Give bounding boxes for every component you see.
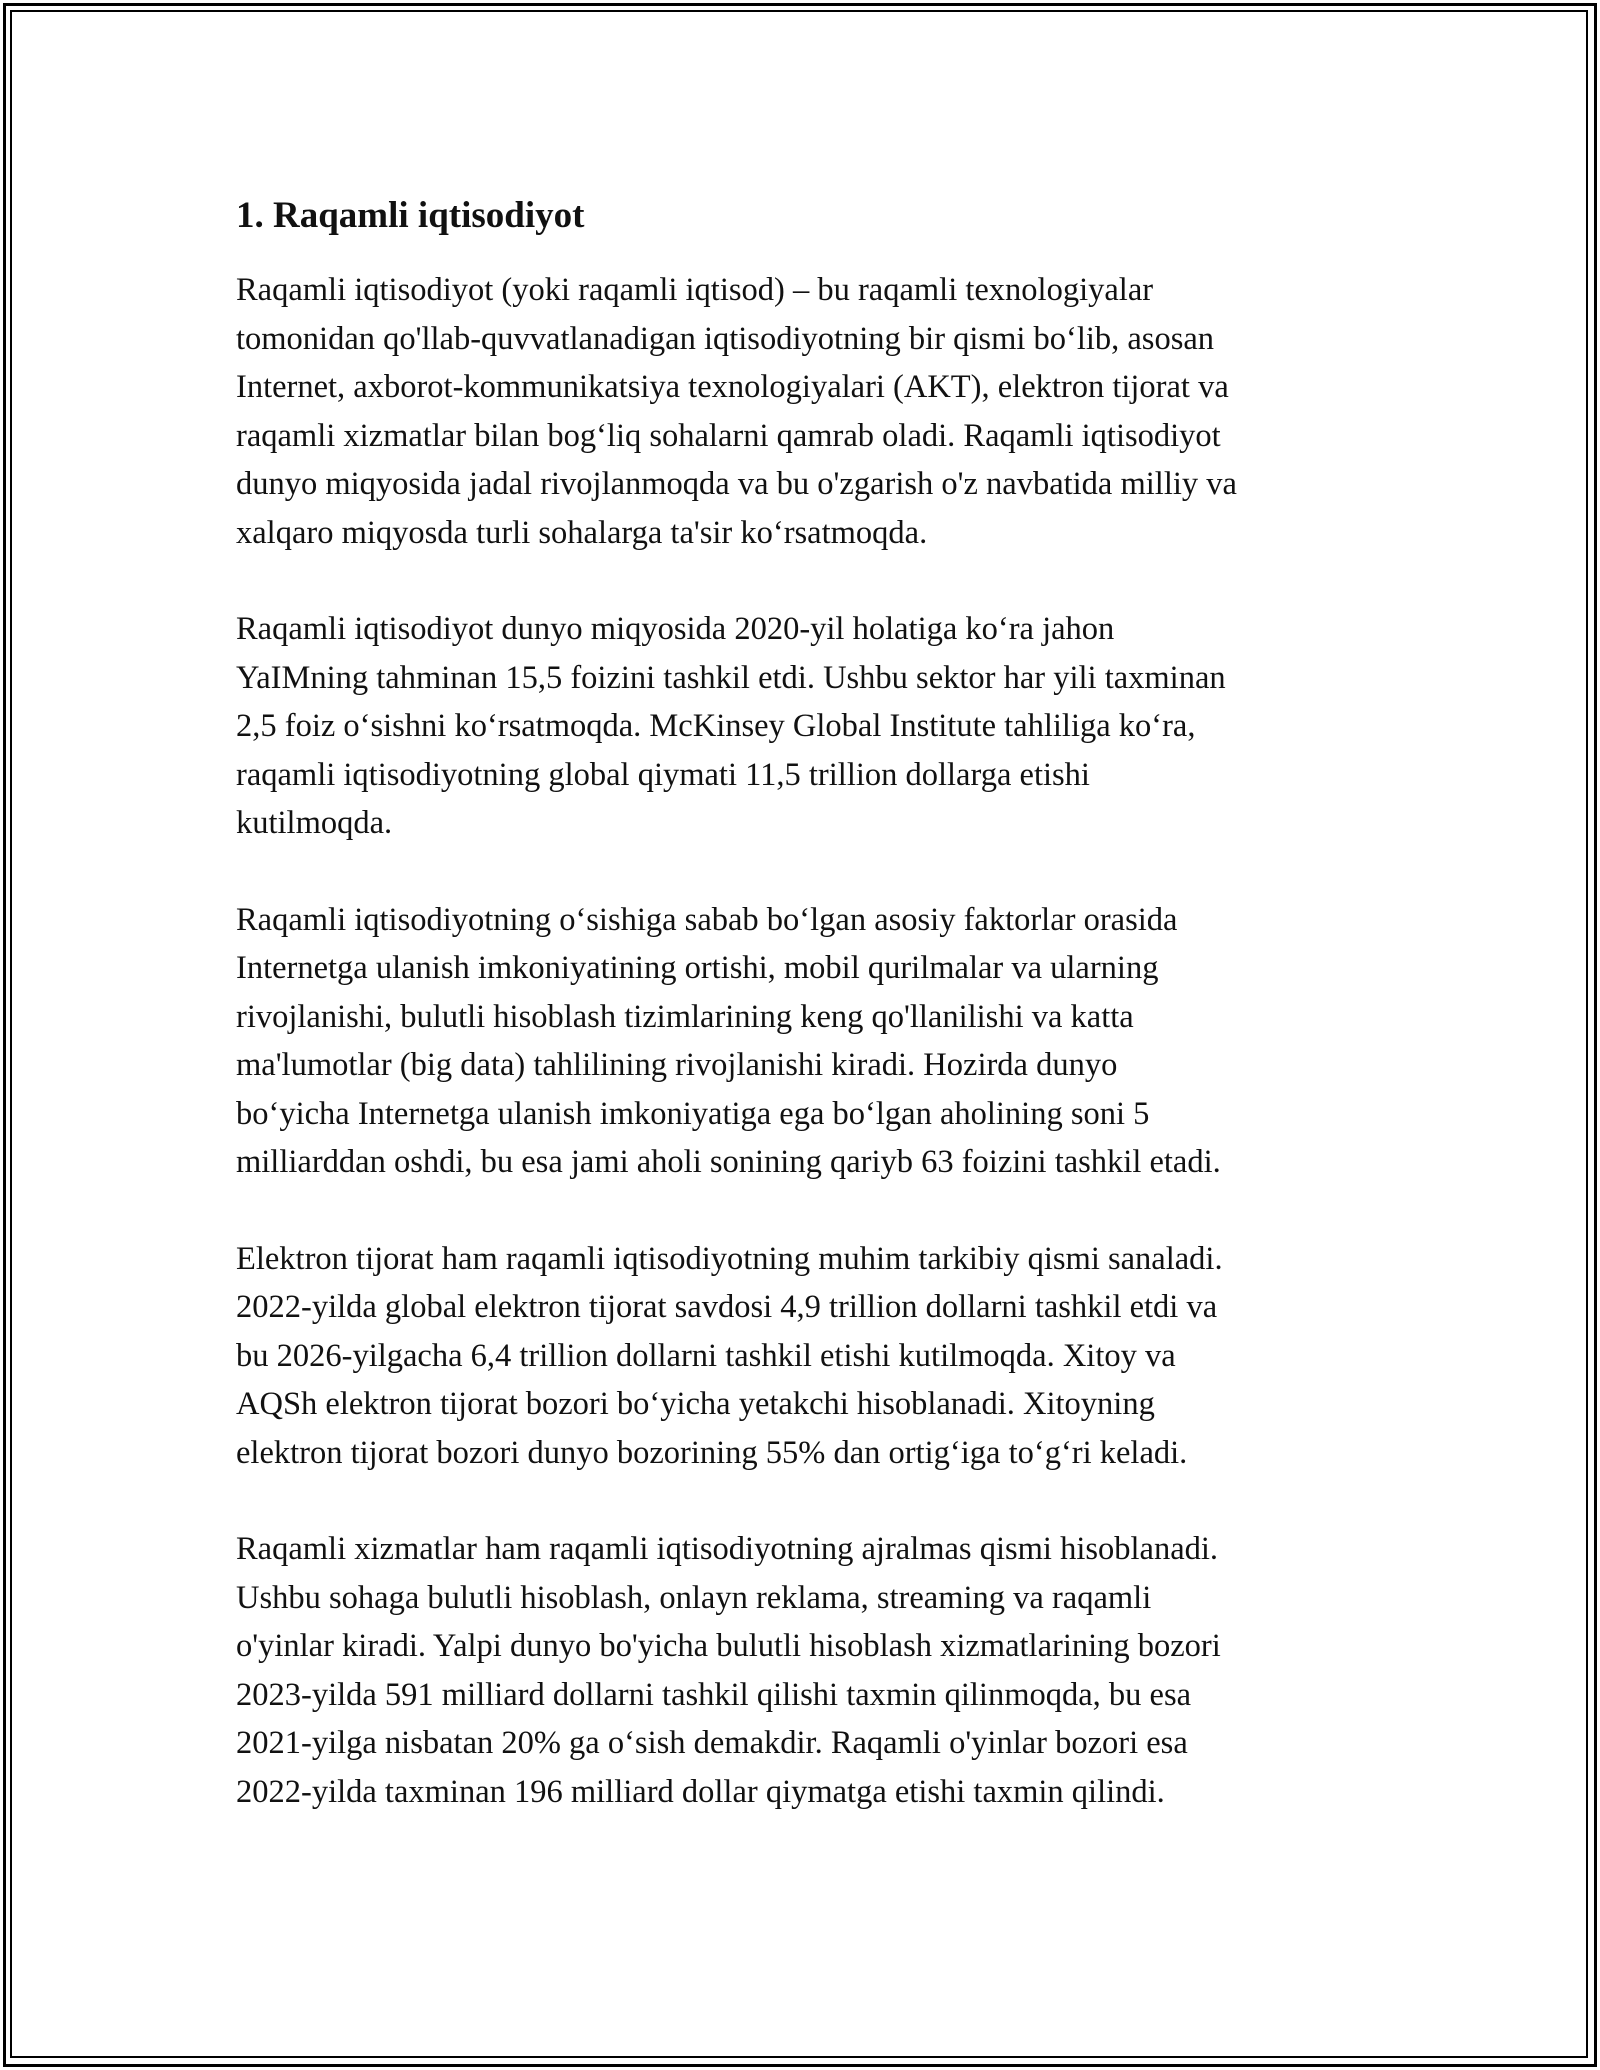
paragraph-line: Raqamli iqtisodiyot (yoki raqamli iqtisod) – bu raqamli texnologiyalar bbox=[236, 272, 1154, 308]
section-heading: 1. Raqamli iqtisodiyot bbox=[236, 195, 585, 236]
paragraph-line: 2023-yilda 591 milliard dollarni tashkil qilishi taxmin qilinmoqda, bu esa bbox=[236, 1676, 1192, 1713]
paragraph-line: Internetga ulanish imkoniyatining ortishi, mobil qurilmalar va ularning bbox=[236, 950, 1159, 986]
paragraph-line: AQSh elektron tijorat bozori bo‘yicha yetakchi hisoblanadi. Xitoyning bbox=[236, 1386, 1155, 1422]
paragraph bbox=[236, 896, 1376, 1187]
document-body bbox=[236, 186, 1376, 1864]
paragraph bbox=[236, 1525, 1376, 1816]
paragraph-line: Internet, axborot-kommunikatsiya texnologiyalari (AKT), elektron tijorat va bbox=[236, 369, 1229, 405]
paragraph-line: 2,5 foiz o‘sishni ko‘rsatmoqda. McKinsey Global Institute tahliliga ko‘ra, bbox=[236, 708, 1196, 744]
paragraph-line: xalqaro miqyosda turli sohalarga ta'sir ko‘rsatmoqda. bbox=[236, 514, 928, 551]
paragraph-line: ma'lumotlar (big data) tahlilining rivojlanishi kiradi. Hozirda dunyo bbox=[236, 1047, 1118, 1083]
paragraph bbox=[236, 266, 1376, 557]
paragraph-line: Raqamli iqtisodiyot dunyo miqyosida 2020-yil holatiga ko‘ra jahon bbox=[236, 611, 1115, 647]
paragraph-line: tomonidan qo'llab-quvvatlanadigan iqtisodiyotning bir qismi bo‘lib, asosan bbox=[236, 320, 1215, 357]
paragraph-line: elektron tijorat bozori dunyo bozorining 55% dan ortig‘iga to‘g‘ri keladi. bbox=[236, 1434, 1188, 1471]
paragraph-line: Elektron tijorat ham raqamli iqtisodiyotning muhim tarkibiy qismi sanaladi. bbox=[236, 1240, 1223, 1277]
paragraph-line: 2022-yilda taxminan 196 milliard dollar qiymatga etishi taxmin qilindi. bbox=[236, 1773, 1165, 1810]
paragraph bbox=[236, 605, 1376, 848]
paragraph-line: raqamli iqtisodiyotning global qiymati 11,5 trillion dollarga etishi bbox=[236, 756, 1090, 793]
paragraph-line: milliarddan oshdi, bu esa jami aholi sonining qariyb 63 foizini tashkil etadi. bbox=[236, 1144, 1221, 1180]
paragraph-line: o'yinlar kiradi. Yalpi dunyo bo'yicha bulutli hisoblash xizmatlarining bozori bbox=[236, 1628, 1221, 1664]
paragraph-line: 2021-yilga nisbatan 20% ga o‘sish demakdir. Raqamli o'yinlar bozori esa bbox=[236, 1725, 1188, 1761]
paragraph-line: kutilmoqda. bbox=[236, 805, 393, 841]
paragraph-line: YaIMning tahminan 15,5 foizini tashkil etdi. Ushbu sektor har yili taxminan bbox=[236, 659, 1226, 696]
paragraph-line: dunyo miqyosida jadal rivojlanmoqda va bu o'zgarish o'z navbatida milliy va bbox=[236, 466, 1237, 502]
paragraph-line: 2022-yilda global elektron tijorat savdosi 4,9 trillion dollarni tashkil etdi va bbox=[236, 1289, 1218, 1325]
paragraph-line: Ushbu sohaga bulutli hisoblash, onlayn reklama, streaming va raqamli bbox=[236, 1579, 1152, 1616]
paragraph-line: bu 2026-yilgacha 6,4 trillion dollarni tashkil etishi kutilmoqda. Xitoy va bbox=[236, 1337, 1176, 1374]
paragraph bbox=[236, 1235, 1376, 1478]
paragraph-line: rivojlanishi, bulutli hisoblash tizimlarining keng qo'llanilishi va katta bbox=[236, 998, 1134, 1035]
paragraph-line: Raqamli xizmatlar ham raqamli iqtisodiyotning ajralmas qismi hisoblanadi. bbox=[236, 1531, 1219, 1567]
paragraph-line: raqamli xizmatlar bilan bog‘liq sohalarni qamrab oladi. Raqamli iqtisodiyot bbox=[236, 417, 1221, 454]
paragraph-list bbox=[236, 266, 1376, 1816]
paragraph-line: bo‘yicha Internetga ulanish imkoniyatiga ega bo‘lgan aholining soni 5 bbox=[236, 1095, 1150, 1132]
paragraph-line: Raqamli iqtisodiyotning o‘sishiga sabab bo‘lgan asosiy faktorlar orasida bbox=[236, 901, 1178, 938]
